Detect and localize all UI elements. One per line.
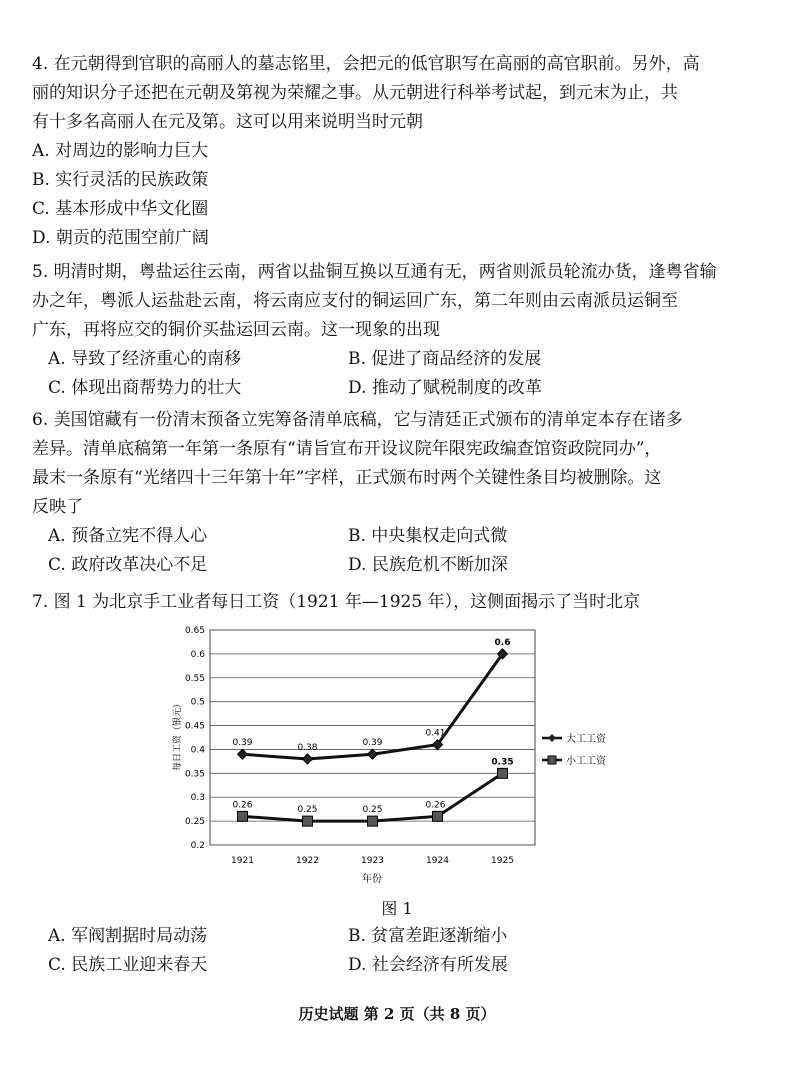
legend-label: 小工工资	[566, 756, 606, 767]
chart-data-label: 0.25	[297, 805, 318, 816]
chart-y-tick-label: 0.2	[190, 841, 205, 851]
question-5-option-c[interactable]: C. 体现出商帮势力的壮大	[48, 378, 242, 398]
chart-data-label: 0.38	[297, 743, 318, 753]
chart-data-label: 0.26	[425, 800, 446, 811]
chart-x-tick-label: 1925	[491, 856, 514, 866]
chart-y-tick-label: 0.25	[184, 817, 205, 828]
question-6-line: 6. 美国馆藏有一份清末预备立宪筹备清单底稿，它与清廷正式颁布的清单定本存在诸多	[32, 410, 683, 430]
chart-x-tick-label: 1924	[426, 856, 449, 866]
chart-x-tick-label: 1921	[231, 856, 254, 866]
chart-y-tick-label: 0.5	[190, 697, 205, 708]
chart-data-label: 0.25	[362, 805, 383, 816]
question-5-option-d[interactable]: D. 推动了赋税制度的改革	[348, 378, 542, 398]
chart-data-label: 0.26	[232, 800, 253, 811]
question-7-options-row	[32, 922, 767, 951]
question-7-option-d[interactable]: D. 社会经济有所发展	[348, 955, 508, 975]
chart-y-tick-label: 0.3	[190, 793, 205, 804]
legend-marker	[548, 756, 556, 764]
wage-chart-svg	[170, 620, 630, 890]
question-7	[32, 588, 767, 617]
chart-point	[238, 811, 248, 821]
chart-y-tick-label: 0.65	[184, 626, 205, 636]
question-4-line: 4. 在元朝得到官职的高丽人的墓志铭里，会把元的低官职写在高丽的高官职前。另外，高	[32, 54, 700, 74]
chart-point	[303, 816, 313, 826]
chart-legend	[542, 732, 607, 767]
chart-data-label: 0.41	[425, 728, 446, 739]
chart-y-tick-label: 0.4	[190, 745, 205, 756]
legend-marker	[548, 734, 556, 742]
chart-data-label: 0.6	[494, 637, 511, 648]
question-4-line: 有十多名高丽人在元及第。这可以用来说明当时元朝	[32, 112, 423, 132]
question-7-option-b[interactable]: B. 贫富差距逐渐缩小	[348, 926, 508, 946]
question-6-option-d[interactable]: D. 民族危机不断加深	[348, 555, 508, 575]
question-6	[32, 406, 767, 580]
question-5-option-a[interactable]: A. 导致了经济重心的南移	[48, 349, 242, 369]
chart-point	[368, 749, 378, 759]
chart-point	[368, 816, 378, 826]
chart-y-ticks	[185, 626, 205, 851]
chart-x-tick-label: 1923	[361, 856, 384, 866]
question-5	[32, 258, 767, 403]
chart-data-labels	[232, 638, 513, 815]
page-footer: 历史试题 第 2 页（共 8 页）	[298, 1005, 496, 1023]
chart-y-axis-label: 每日工资（银元）	[173, 698, 183, 772]
question-5-line: 办之年，粤派人运盐赴云南，将云南应支付的铜运回广东，第二年则由云南派员运铜至	[32, 291, 678, 311]
question-5-options-row	[32, 374, 767, 403]
question-6-option-c[interactable]: C. 政府改革决心不足	[48, 555, 208, 575]
wage-chart	[170, 620, 630, 890]
chart-y-tick-label: 0.35	[184, 769, 205, 780]
chart-y-tick-label: 0.55	[184, 673, 205, 684]
chart-point	[238, 749, 248, 759]
question-4-option-b[interactable]: B. 实行灵活的民族政策	[32, 170, 209, 190]
chart-x-ticks	[231, 856, 514, 866]
question-4-option-d[interactable]: D. 朝贡的范围空前广阔	[32, 228, 209, 248]
question-5-option-b[interactable]: B. 促进了商品经济的发展	[348, 349, 542, 369]
question-7-options-row	[32, 951, 767, 980]
question-5-options-row	[32, 345, 767, 374]
chart-data-label: 0.39	[362, 738, 383, 749]
chart-point	[433, 811, 443, 821]
question-6-option-b[interactable]: B. 中央集权走向式微	[348, 526, 508, 546]
question-4-option-c[interactable]: C. 基本形成中华文化圈	[32, 199, 209, 219]
question-7-option-c[interactable]: C. 民族工业迎来春天	[48, 955, 208, 975]
chart-point	[303, 754, 313, 764]
chart-x-axis-label: 年份	[362, 874, 382, 885]
question-7-option-a[interactable]: A. 军阀割据时局动荡	[48, 926, 208, 946]
question-5-line: 广东，再将应交的铜价买盐运回云南。这一现象的出现	[32, 320, 440, 340]
chart-point	[498, 768, 508, 778]
question-7-line: 7. 图 1 为北京手工业者每日工资（1921 年—1925 年），这侧面揭示了当时北京	[32, 592, 641, 612]
question-4-option-a[interactable]: A. 对周边的影响力巨大	[32, 141, 209, 161]
question-7-options	[32, 922, 767, 980]
question-6-line: 最末一条原有“光绪四十三年第十年”字样，正式颁布时两个关键性条目均被删除。这	[32, 468, 662, 488]
figure-caption: 图 1	[381, 899, 413, 918]
chart-y-tick-label: 0.6	[190, 649, 205, 660]
question-4	[32, 50, 767, 253]
legend-label: 大工工资	[566, 734, 606, 745]
chart-y-tick-label: 0.45	[184, 721, 205, 732]
chart-data-label: 0.39	[232, 738, 253, 749]
chart-x-tick-label: 1922	[296, 856, 319, 866]
question-6-line: 差异。清单底稿第一年第一条原有“请旨宣布开设议院年限宪政编查馆资政院同办”，	[32, 439, 662, 459]
question-6-line: 反映了	[32, 497, 83, 517]
question-6-options-row	[32, 522, 767, 551]
question-6-option-a[interactable]: A. 预备立宪不得人心	[48, 526, 208, 546]
question-6-options-row	[32, 551, 767, 580]
question-5-line: 5. 明清时期，粤盐运往云南，两省以盐铜互换以互通有无，两省则派员轮流办货，逢粤省输	[32, 262, 717, 282]
chart-data-label: 0.35	[491, 757, 514, 768]
question-4-line: 丽的知识分子还把在元朝及第视为荣耀之事。从元朝进行科举考试起，到元末为止，共	[32, 83, 678, 103]
